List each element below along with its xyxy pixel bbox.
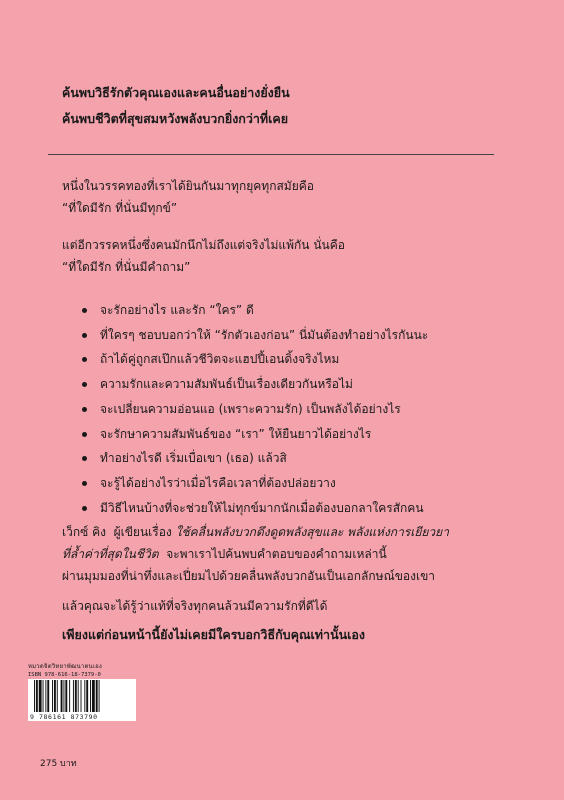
question-item: ความรักและความสัมพันธ์เป็นเรื่องเดียวกันหรือไม่ [82,372,522,397]
barcode-bar [99,680,100,712]
barcode-block [28,662,140,724]
barcode-bar [69,680,70,712]
barcode-bar [45,680,46,712]
divider [48,154,494,155]
previous-book-title-2: ที่ล้ำค่าที่สุดในชีวิต [62,547,159,561]
paragraph-3-line-1 [62,521,512,543]
barcode-bar [96,680,98,712]
question-item: ถ้าได้คู่ถูกสเป๊กแล้วชีวิตจะแฮปปี้เอนดิ้งจริงไหม [82,347,522,372]
barcode-bar [81,680,82,712]
author-intro: ผู้เขียนเรื่อง [113,525,172,539]
question-item: จะรู้ได้อย่างไรว่าเมื่อไรคือเวลาที่ต้องปล่อยวาง [82,471,522,496]
paragraph-2 [62,234,512,278]
barcode-bar [39,680,42,712]
question-list [82,298,522,520]
paragraph-3-continuation: จะพาเราไปค้นพบคำตอบของคำถามเหล่านี้ [166,547,387,561]
isbn-label: ISBN 978-616-18-7379-0 [28,672,101,678]
paragraph-1 [62,175,512,219]
paragraph-1-line-1: หนึ่งในวรรคทองที่เราได้ยินกันมาทุกยุคทุกสมัยคือ [62,179,314,193]
headline-line-1: ค้นพบวิธีรักตัวคุณเองและคนอื่นอย่างยั่งยืน [62,85,290,100]
final-line: เพียงแต่ก่อนหน้านี้ยังไม่เคยมีใครบอกวิธีกับคุณเท่านั้นเอง [62,627,366,642]
barcode-bar [43,680,44,712]
barcode-bar [73,680,74,712]
closing-line: แล้วคุณจะได้รู้ว่าแท้ที่จริงทุกคนล้วนมีความรักที่ดีได้ [62,599,328,613]
barcode-bar [78,680,79,712]
author-name: เว็กซ์ คิง [62,525,106,539]
barcode-bar [90,680,91,712]
paragraph-3 [62,521,512,587]
question-item: มีวิธีไหนบ้างที่จะช่วยให้ไม่ทุกข์มากนักเมื่อต้องบอกลาใครสักคน [82,496,522,521]
previous-book-title-1: ใช้คลื่นพลังบวกดึงดูดพลังสุขและ พลังแห่งการเยียวยา [175,525,449,539]
barcode-bars [34,680,132,712]
book-category: หมวดจิตวิทยาพัฒนาตนเอง [28,663,103,670]
barcode-bar [65,680,67,712]
question-item: จะรักษาความสัมพันธ์ของ “เรา” ให้ยืนยาวได้อย่างไร [82,422,522,447]
barcode-bar [54,680,56,712]
barcode-number: 9 786161 873790 [30,713,98,721]
price: 275 บาท [40,759,77,769]
barcode-bar [52,680,53,712]
barcode-bar [84,680,85,712]
barcode-bar [86,680,88,712]
barcode-bar [61,680,63,712]
barcode-bar [36,680,38,712]
question-item: ที่ใครๆ ชอบบอกว่าให้ “รักตัวเองก่อน” นี่มันต้องทำอย่างไรกันนะ [82,323,522,348]
headline [62,80,502,132]
paragraph-2-line-2: “ที่ใดมีรัก ที่นั่นมีคำถาม” [62,260,191,274]
paragraph-3-line-2 [62,543,512,565]
barcode-bar [57,680,58,712]
paragraph-2-line-1: แต่อีกวรรคหนึ่งซึ่งคนมักนึกไม่ถึงแต่จริงไม่แพ้กัน นั่นคือ [62,238,345,252]
barcode [28,679,136,721]
barcode-bar [34,680,35,712]
headline-line-2: ค้นพบชีวิตที่สุขสมหวังพลังบวกยิ่งกว่าที่เคย [62,111,289,126]
barcode-bar [92,680,95,712]
barcode-bar [63,680,64,712]
question-item: ทำอย่างไรดี เริ่มเบื่อเขา (เธอ) แล้วสิ [82,446,522,471]
paragraph-1-line-2: “ที่ใดมีรัก ที่นั่นมีทุกข์” [62,201,178,215]
barcode-bar [47,680,49,712]
question-item: จะรักอย่างไร และรัก “ใคร” ดี [82,298,522,323]
question-item: จะเปลี่ยนความอ่อนแอ (เพราะความรัก) เป็นพลังได้อย่างไร [82,397,522,422]
paragraph-3-line-3: ผ่านมุมมองที่น่าทึ่งและเปี่ยมไปด้วยคลื่นพลังบวกอันเป็นเอกลักษณ์ของเขา [62,569,436,583]
barcode-bar [75,680,77,712]
